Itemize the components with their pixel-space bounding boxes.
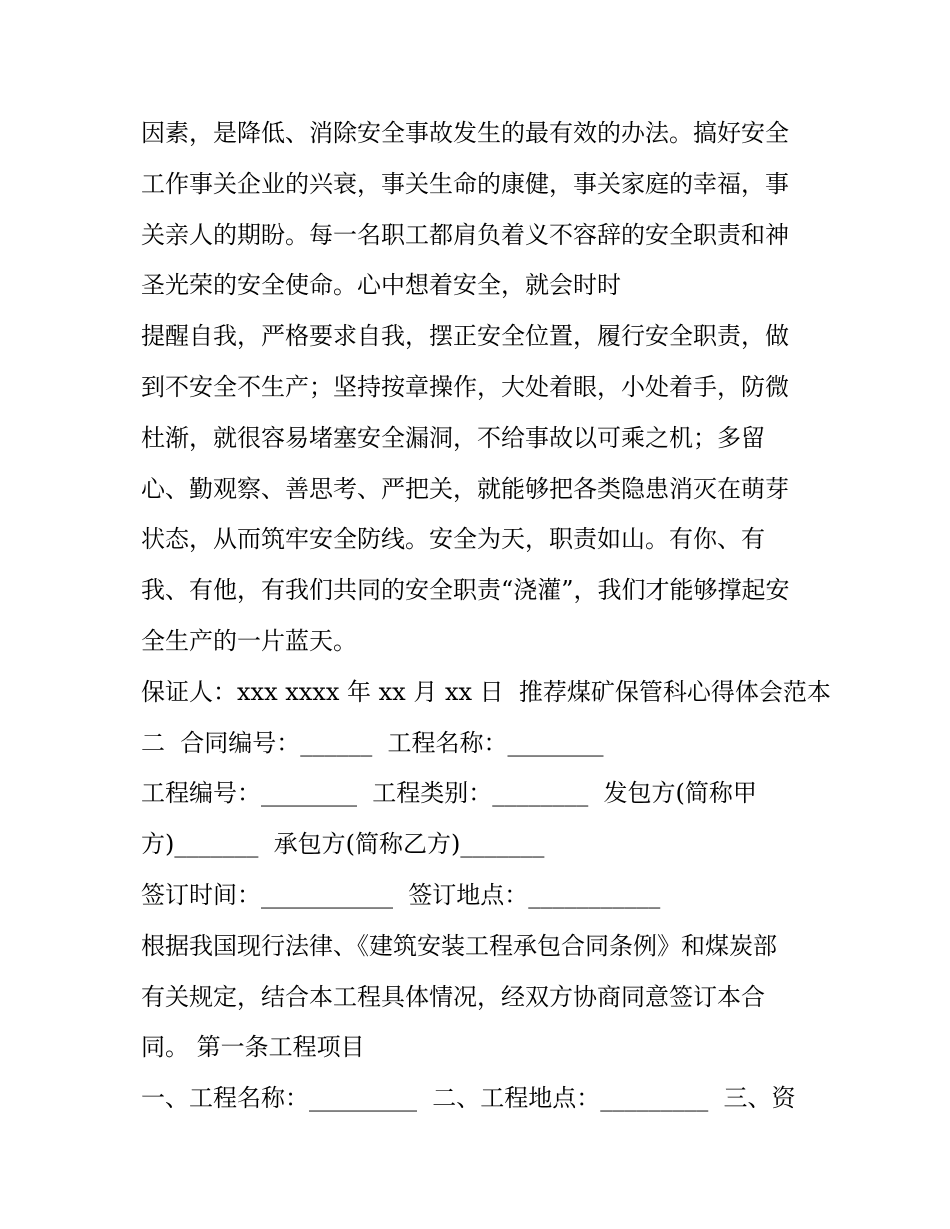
text-line: 心、勤观察、善思考、严把关，就能够把各类隐患消灭在萌芽 bbox=[141, 474, 789, 503]
article-heading-line: 同。 第一条工程项目 bbox=[141, 1033, 365, 1062]
project-fields-line: 一、工程名称：_________ 二、工程地点：_________ 三、资 bbox=[141, 1084, 796, 1113]
document-body bbox=[141, 108, 841, 1124]
signing-line: 签订时间：___________ 签订地点：___________ bbox=[141, 880, 661, 909]
text-line: 提醒自我，严格要求自我，摆正安全位置，履行安全职责，做 bbox=[141, 322, 789, 351]
contract-number-line: 二 合同编号：______ 工程名称：________ bbox=[141, 728, 604, 757]
text-line: 我、有他，有我们共同的安全职责“浇灌”，我们才能够撑起安 bbox=[141, 576, 790, 605]
text-line: 到不安全不生产；坚持按章操作，大处着眼，小处着手，防微 bbox=[141, 372, 789, 401]
text-line: 圣光荣的安全使命。心中想着安全，就会时时 bbox=[141, 271, 621, 300]
guarantor-line: 保证人：xxx xxxx 年 xx 月 xx 日 推荐煤矿保管科心得体会范本 bbox=[141, 677, 831, 706]
text-line: 全生产的一片蓝天。 bbox=[141, 626, 357, 655]
text-line: 有关规定，结合本工程具体情况，经双方协商同意签订本合 bbox=[141, 982, 765, 1011]
text-line: 因素，是降低、消除安全事故发生的最有效的办法。搞好安全 bbox=[141, 119, 789, 147]
contractor-line: 方)_______ 承包方(简称乙方)_______ bbox=[141, 830, 545, 859]
text-line: 状态，从而筑牢安全防线。安全为天，职责如山。有你、有 bbox=[141, 525, 765, 554]
text-line: 根据我国现行法律、《建筑安装工程承包合同条例》和煤炭部 bbox=[141, 931, 777, 960]
project-number-line: 工程编号：________ 工程类别：________ 发包方(简称甲 bbox=[141, 779, 757, 808]
text-line: 关亲人的期盼。每一名职工都肩负着义不容辞的安全职责和神 bbox=[141, 220, 789, 249]
text-line: 工作事关企业的兴衰，事关生命的康健，事关家庭的幸福，事 bbox=[141, 169, 789, 198]
text-line: 杜渐，就很容易堵塞安全漏洞，不给事故以可乘之机；多留 bbox=[141, 423, 765, 452]
